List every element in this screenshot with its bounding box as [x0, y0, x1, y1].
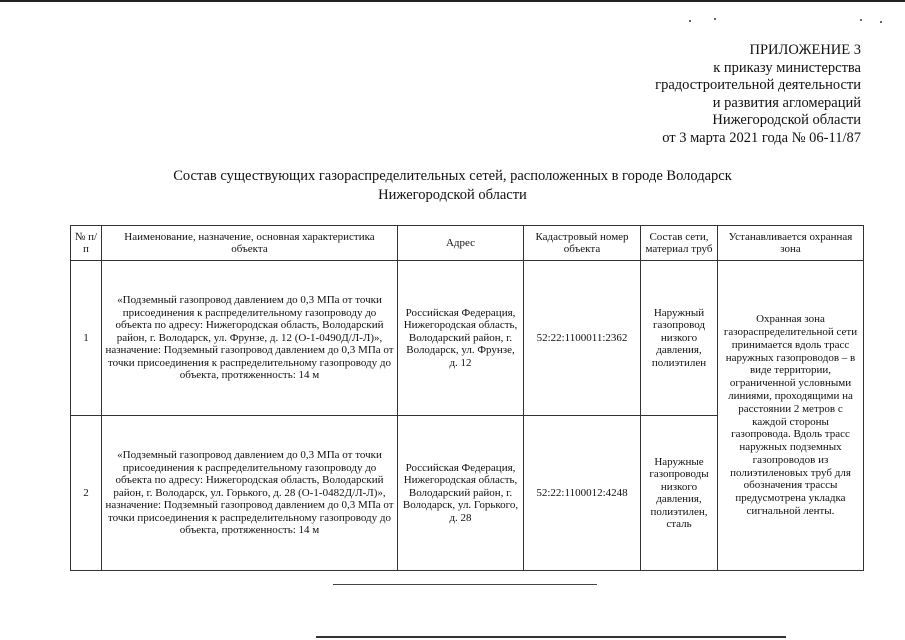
closing-divider [333, 584, 597, 585]
object-address: Российская Федерация, Нижегородская область, Володарский район, г. Володарск, ул. Фрунзе, д. 12 [398, 261, 524, 416]
title-line-2: Нижегородской области [378, 187, 527, 203]
header-object-name: Наименование, назначение, основная характеристика объекта [102, 226, 398, 261]
ministry-line-2: и развития агломераций [712, 94, 861, 111]
document-title [0, 167, 905, 205]
header-protection-zone: Устанавливается охранная зона [718, 226, 864, 261]
gas-network-table [70, 225, 864, 571]
network-material: Наружные газопроводы низкого давления, полиэтилен, сталь [641, 416, 718, 571]
scan-bottom-edge [316, 636, 786, 638]
table-row [71, 261, 864, 416]
appendix-header [655, 42, 861, 147]
header-number: № п/п [71, 226, 102, 261]
row-number: 1 [71, 261, 102, 416]
order-date: от 3 марта 2021 года № 06-11/87 [662, 129, 861, 146]
object-address: Российская Федерация, Нижегородская область, Володарский район, г. Володарск, ул. Горького, д. 28 [398, 416, 524, 571]
region-line: Нижегородской области [712, 112, 861, 128]
title-line-1: Состав существующих газораспределительных сетей, расположенных в городе Володарск [173, 168, 732, 184]
row-number: 2 [71, 416, 102, 571]
ministry-line: градостроительной деятельности [655, 77, 861, 93]
table-header-row [71, 226, 864, 261]
protection-zone-description: Охранная зона газораспределительной сети принимается вдоль трасс наружных газопроводов – в виде территории, ограниченной условными линиями, проходящими на расстоянии 2 метров с каждой стороны газопровода. Вдоль трасс наружных подземных газопроводов из полиэтиленовых труб для обозначения трассы предусмотрена укладка сигнальной ленты. [718, 261, 864, 571]
network-material: Наружный газопровод низкого давления, полиэтилен [641, 261, 718, 416]
header-network-composition: Состав сети, материал труб [641, 226, 718, 261]
appendix-number: ПРИЛОЖЕНИЕ 3 [749, 42, 861, 58]
header-cadastral-number: Кадастровый номер объекта [524, 226, 641, 261]
order-reference: к приказу министерства [713, 59, 861, 76]
cadastral-number: 52:22:1100011:2362 [524, 261, 641, 416]
cadastral-number: 52:22:1100012:4248 [524, 416, 641, 571]
header-address: Адрес [398, 226, 524, 261]
object-description: «Подземный газопровод давлением до 0,3 МПа от точки присоединения к распределительному газопроводу до объекта по адресу: Нижегородская область, Володарский район, г. Володарск, ул. Фрунзе, д. 12 (О-1-0490Д/Л-Л)», назначение: Подземный газопровод давлением до 0,3 МПа от точки присоединения к распределительному газопроводу до объекта, протяженность: 14 м [102, 261, 398, 416]
object-description: «Подземный газопровод давлением до 0,3 МПа от точки присоединения к распределительному газопроводу до объекта по адресу: Нижегородская область, Володарский район, г. Володарск, ул. Горького, д. 28 (О-1-0482Д/Л-Л)», назначение: Подземный газопровод давлением до 0,3 МПа от точки присоединения к распределительному газопроводу до объекта, протяженность: 14 м [102, 416, 398, 571]
scan-top-edge [0, 0, 905, 2]
